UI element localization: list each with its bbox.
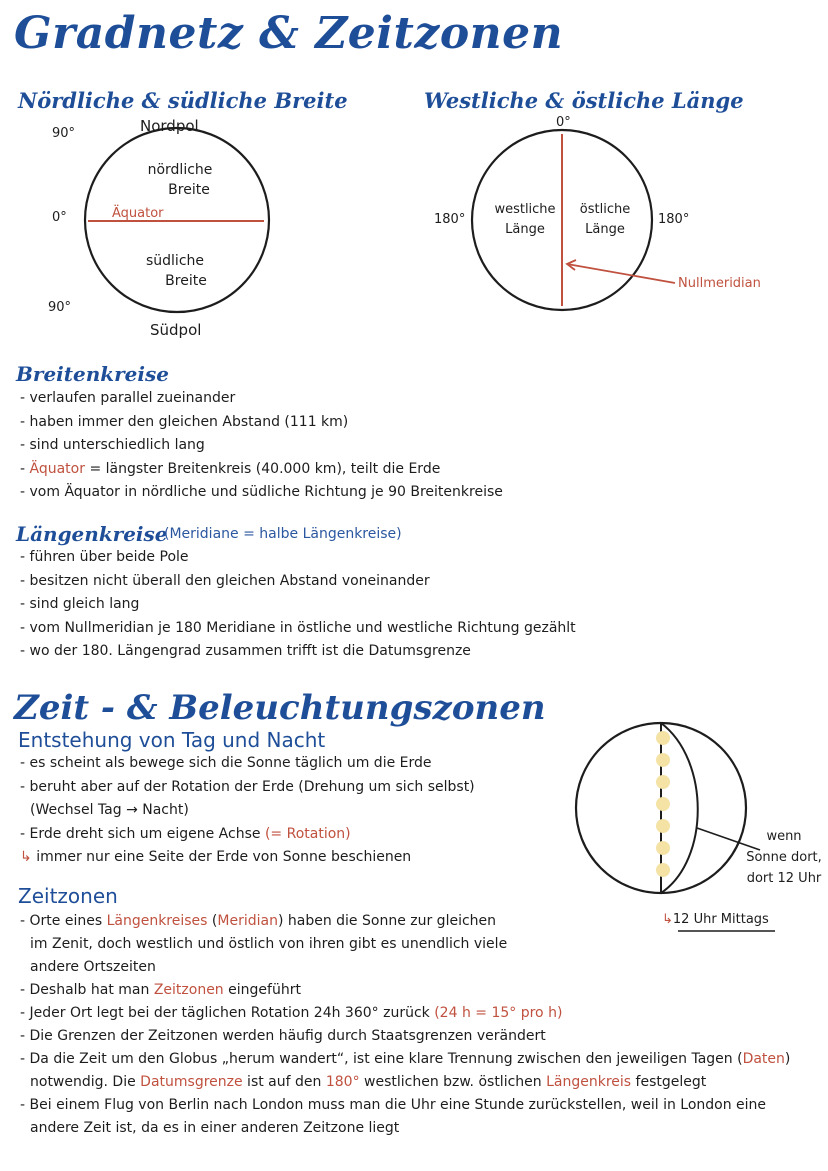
list-item-continuation: andere Zeit ist, da es in einer anderen Zeitzone liegt bbox=[30, 1120, 400, 1136]
z1-text-b: ( bbox=[207, 913, 218, 929]
z5-text-a: Da die Zeit um den Globus „herum wandert“, ist eine klare Trennung zwischen den jeweiligen Tagen ( bbox=[29, 1051, 743, 1067]
z5c-highlight-datumsgrenze: Datumsgrenze bbox=[140, 1074, 243, 1090]
page-title: Gradnetz & Zeitzonen bbox=[14, 8, 564, 59]
list-item: - sind unterschiedlich lang bbox=[20, 434, 503, 458]
list-item-continuation: andere Ortszeiten bbox=[30, 959, 156, 975]
sun-note-line2: Sonne dort, bbox=[746, 850, 822, 865]
list-item: - führen über beide Pole bbox=[20, 546, 576, 570]
z5c-text-d: festgelegt bbox=[631, 1074, 707, 1090]
list-item: - beruht aber auf der Rotation der Erde (Drehung um sich selbst) bbox=[20, 776, 475, 800]
z5c-text-a: notwendig. Die bbox=[30, 1074, 141, 1090]
sun-note-line3: dort 12 Uhr bbox=[746, 871, 822, 886]
breitenkreise-list bbox=[20, 387, 503, 505]
z1-text-a: Orte eines bbox=[29, 913, 107, 929]
mittags-arrow-icon: ↳ bbox=[662, 912, 673, 927]
list-item-continuation: (Wechsel Tag → Nacht) bbox=[30, 802, 189, 818]
east-longitude-line1: östliche bbox=[579, 202, 631, 217]
longitude-heading: Westliche & östliche Länge bbox=[424, 88, 744, 113]
deg-90-bottom: 90° bbox=[48, 300, 72, 315]
nullmeridian-label: Nullmeridian bbox=[678, 276, 761, 291]
deg-0: 0° bbox=[52, 210, 67, 225]
east-longitude-label bbox=[572, 200, 638, 240]
west-longitude-line1: westliche bbox=[494, 202, 556, 217]
mittags-text: 12 Uhr Mittags bbox=[672, 912, 769, 927]
z3-highlight: (24 h = 15° pro h) bbox=[434, 1005, 563, 1021]
z1-highlight-meridian: Meridian bbox=[217, 913, 278, 929]
list-item bbox=[20, 823, 475, 847]
z2-text-a: Deshalb hat man bbox=[29, 982, 154, 998]
laengenkreise-heading: Längenkreise bbox=[16, 522, 168, 546]
tag-nacht-list bbox=[20, 752, 475, 870]
list-item bbox=[20, 1048, 790, 1071]
north-pole-label: Nordpol bbox=[140, 117, 199, 135]
list-item: - besitzen nicht überall den gleichen Abstand voneinander bbox=[20, 570, 576, 594]
rotation-highlight: (= Rotation) bbox=[264, 825, 351, 842]
deg-0-top: 0° bbox=[556, 115, 571, 130]
latitude-heading: Nördliche & südliche Breite bbox=[18, 88, 348, 113]
breitenkreise-heading: Breitenkreise bbox=[16, 362, 169, 386]
south-latitude-label bbox=[135, 251, 215, 291]
east-longitude-line2: Länge bbox=[585, 222, 625, 237]
list-item bbox=[20, 1002, 790, 1025]
deg-180-left: 180° bbox=[434, 212, 466, 227]
list-item-continuation: im Zenit, doch westlich und östlich von ihren gibt es unendlich viele bbox=[30, 936, 508, 952]
west-longitude-line2: Länge bbox=[505, 222, 545, 237]
equator-highlight: Äquator bbox=[29, 460, 85, 477]
z2-text-b: eingeführt bbox=[223, 982, 301, 998]
deg-180-right: 180° bbox=[658, 212, 690, 227]
list-item bbox=[20, 979, 790, 1002]
list-item: - Bei einem Flug von Berlin nach London muss man die Uhr eine Stunde zurückstellen, weil in London eine bbox=[20, 1094, 790, 1117]
south-latitude-line2: Breite bbox=[165, 273, 207, 289]
zeitzonen-main-heading: Zeit - & Beleuchtungszonen bbox=[14, 688, 546, 728]
sun-note bbox=[742, 826, 826, 889]
north-latitude-line2: Breite bbox=[168, 182, 210, 198]
list-item-continuation bbox=[20, 1071, 790, 1094]
tag-nacht-heading: Entstehung von Tag und Nacht bbox=[18, 728, 326, 752]
north-latitude-label bbox=[140, 160, 220, 200]
deg-90-top: 90° bbox=[52, 126, 76, 141]
west-longitude-label bbox=[492, 200, 558, 240]
z2-highlight: Zeitzonen bbox=[153, 982, 224, 998]
list-item: - verlaufen parallel zueinander bbox=[20, 387, 503, 411]
z5c-highlight-180: 180° bbox=[325, 1074, 360, 1090]
z5c-text-c: westlichen bzw. östlichen bbox=[359, 1074, 547, 1090]
meridiane-note: (Meridiane = halbe Längenkreise) bbox=[164, 526, 402, 542]
equator-label: Äquator bbox=[112, 206, 164, 221]
list-item: - sind gleich lang bbox=[20, 593, 576, 617]
z1-highlight-laengenkreis: Längenkreises bbox=[106, 913, 208, 929]
list-item bbox=[20, 458, 503, 482]
south-latitude-line1: südliche bbox=[145, 253, 205, 269]
sun-dots bbox=[656, 731, 670, 877]
south-pole-label: Südpol bbox=[150, 321, 202, 339]
equator-item-text: = längster Breitenkreis (40.000 km), teilt die Erde bbox=[85, 460, 441, 477]
z5c-text-b: ist auf den bbox=[242, 1074, 326, 1090]
list-item: - Die Grenzen der Zeitzonen werden häufig durch Staatsgrenzen verändert bbox=[20, 1025, 790, 1048]
zeitzonen-heading: Zeitzonen bbox=[18, 884, 118, 908]
list-item-result: ↳ immer nur eine Seite der Erde von Sonne beschienen bbox=[20, 846, 475, 870]
list-item: - wo der 180. Längengrad zusammen trifft ist die Datumsgrenze bbox=[20, 640, 576, 664]
list-item: - vom Äquator in nördliche und südliche Richtung je 90 Breitenkreise bbox=[20, 481, 503, 505]
north-latitude-line1: nördliche bbox=[147, 162, 213, 178]
laengenkreise-list bbox=[20, 546, 576, 664]
z3-text: Jeder Ort legt bei der täglichen Rotation 24h 360° zurück bbox=[29, 1005, 435, 1021]
z1-text-c: ) haben die Sonne zur gleichen bbox=[277, 913, 497, 929]
list-item: - vom Nullmeridian je 180 Meridiane in östliche und westliche Richtung gezählt bbox=[20, 617, 576, 641]
list-item bbox=[20, 910, 790, 933]
z5c-highlight-laengenkreis: Längenkreis bbox=[546, 1074, 632, 1090]
list-item: - haben immer den gleichen Abstand (111 km) bbox=[20, 411, 503, 435]
rotation-text: Erde dreht sich um eigene Achse bbox=[29, 825, 265, 842]
z5-highlight: Daten bbox=[742, 1051, 785, 1067]
list-item: - es scheint als bewege sich die Sonne täglich um die Erde bbox=[20, 752, 475, 776]
nullmeridian-pointer bbox=[567, 264, 675, 283]
sun-note-line1: wenn bbox=[766, 829, 802, 844]
z5-text-b: ) bbox=[784, 1051, 791, 1067]
zeitzonen-list bbox=[20, 910, 790, 1140]
